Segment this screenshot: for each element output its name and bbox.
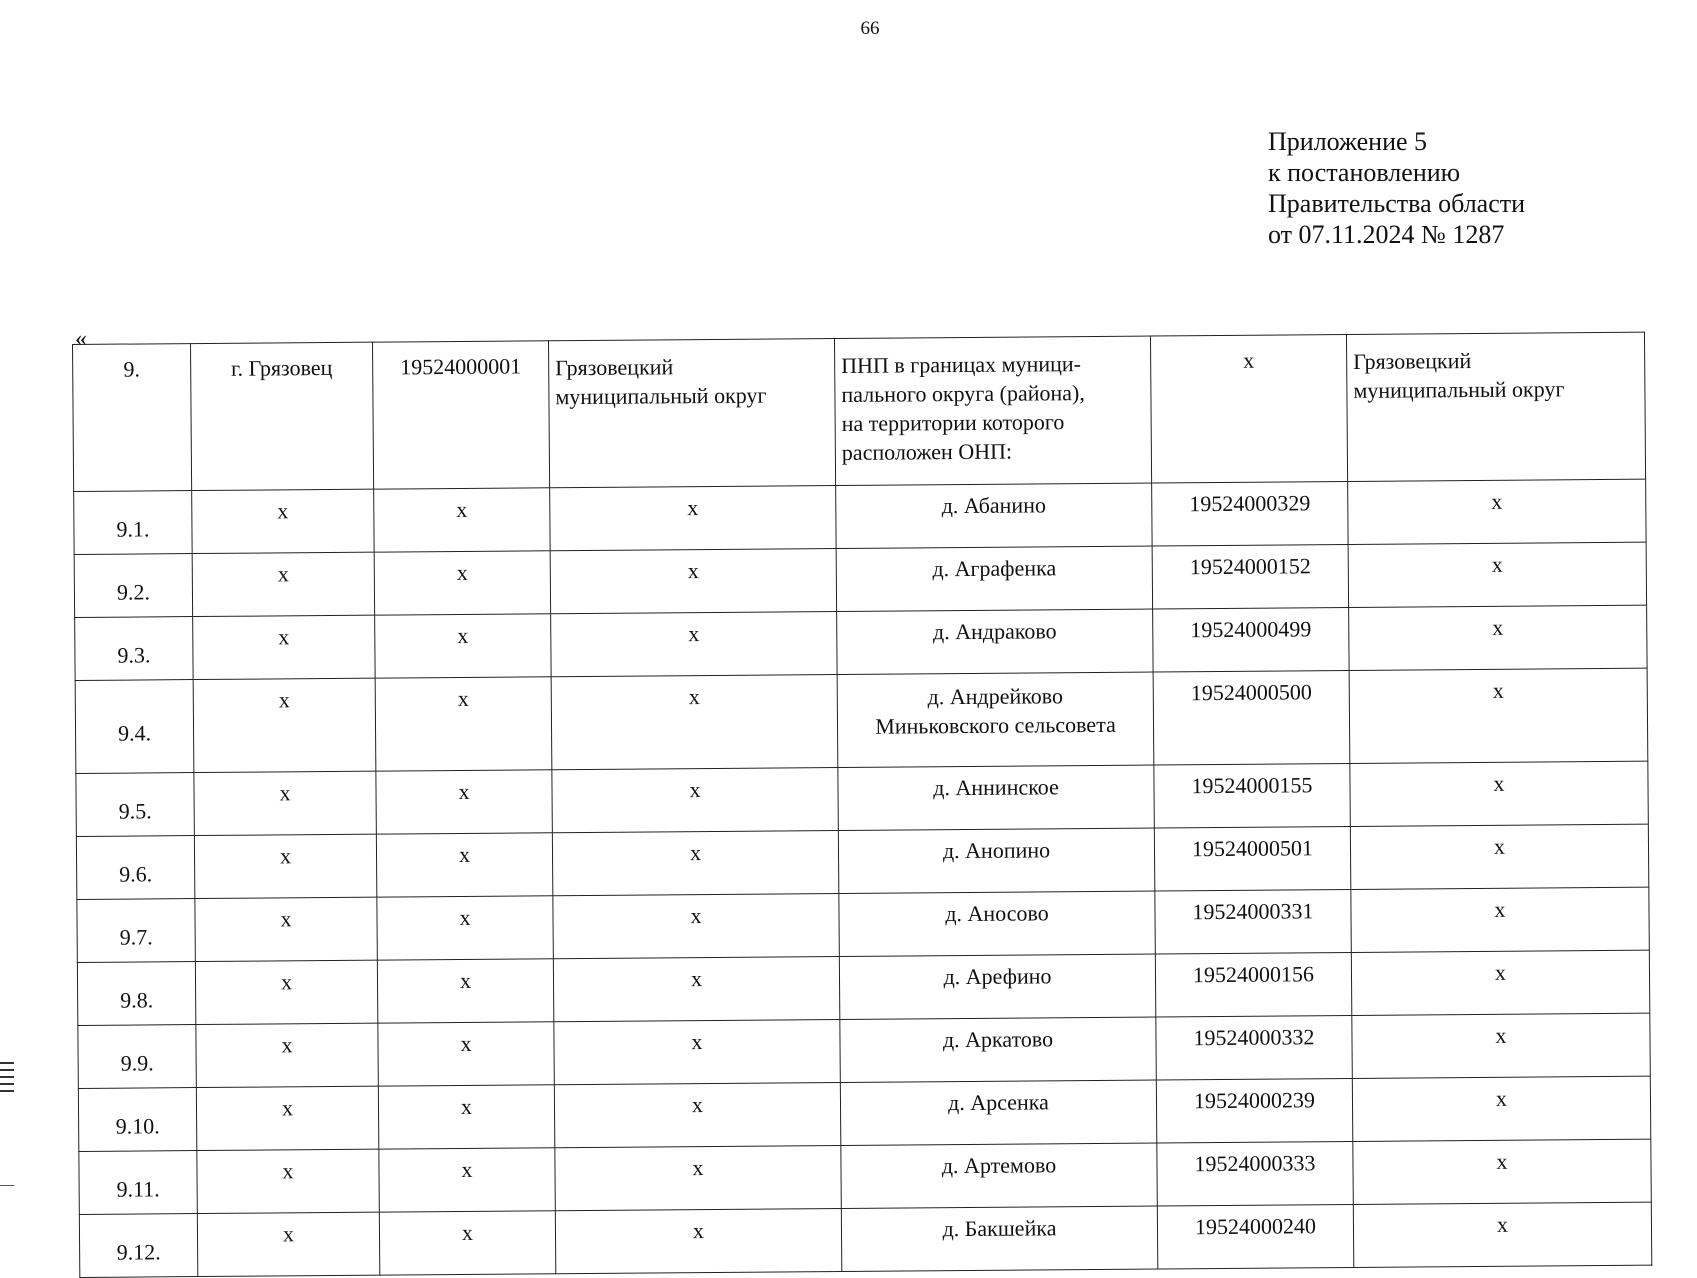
row-settlement-name: д. Аннинское — [838, 765, 1154, 830]
header-description-line-4: расположен ОНП: — [841, 438, 1013, 465]
row-code: 19524000156 — [1155, 952, 1351, 1017]
row-col-4: x — [550, 486, 836, 551]
row-col-3: x — [376, 833, 552, 897]
row-col-4: x — [554, 1019, 840, 1084]
row-col-2: x — [197, 1149, 379, 1213]
row-col-4: x — [551, 675, 838, 770]
row-settlement-name — [837, 672, 1154, 767]
row-col-3: x — [375, 614, 551, 678]
row-col-2: x — [196, 1023, 378, 1087]
row-col-3: x — [376, 770, 552, 834]
scan-mark — [0, 1076, 14, 1078]
appendix-line-1: Приложение 5 — [1268, 127, 1428, 156]
row-col-7: x — [1353, 1139, 1651, 1204]
row-code: 19524000332 — [1156, 1015, 1352, 1080]
row-settlement-name: д. Аграфенка — [836, 546, 1152, 611]
row-col-4: x — [553, 893, 839, 958]
row-code: 19524000239 — [1156, 1078, 1352, 1143]
header-district-line-1: Грязовецкий — [555, 354, 674, 381]
row-num: 9.8. — [77, 962, 195, 1026]
row-col-2: x — [197, 1212, 379, 1276]
row-num: 9.3. — [75, 617, 193, 681]
row-col-2: x — [193, 678, 376, 772]
row-settlement-name-line-1: д. Андрейково — [927, 683, 1064, 710]
header-settlement: г. Грязовец — [191, 342, 374, 490]
header-code: 19524000001 — [372, 341, 549, 489]
row-col-3: x — [377, 959, 553, 1023]
row-col-7: x — [1349, 668, 1648, 763]
header-district-2 — [1346, 332, 1645, 481]
row-col-7: x — [1351, 887, 1649, 952]
row-col-3: x — [378, 1022, 554, 1086]
header-district-2-line-2: муниципальный округ — [1353, 376, 1565, 403]
row-col-3: x — [379, 1148, 555, 1212]
row-col-4: x — [555, 1208, 841, 1273]
row-col-2: x — [194, 771, 376, 835]
row-col-2: x — [195, 897, 377, 961]
page-number: 66 — [860, 18, 880, 39]
table-row — [75, 668, 1648, 773]
row-col-4: x — [555, 1145, 841, 1210]
row-col-2: x — [196, 1086, 378, 1150]
header-description-line-3: на территории которого — [841, 409, 1065, 436]
row-num: 9.12. — [79, 1214, 197, 1278]
row-code: 19524000500 — [1153, 670, 1350, 765]
header-num: 9. — [73, 344, 192, 492]
scan-mark — [0, 1062, 14, 1064]
row-settlement-name: д. Анопино — [838, 828, 1154, 893]
scan-mark — [0, 1083, 14, 1085]
row-num: 9.2. — [74, 554, 192, 618]
row-col-2: x — [192, 552, 374, 616]
row-col-7: x — [1352, 1076, 1650, 1141]
row-col-3: x — [377, 896, 553, 960]
row-col-4: x — [552, 767, 838, 832]
header-x: x — [1150, 334, 1347, 483]
row-settlement-name-line-2: Миньковского сельсовета — [875, 711, 1116, 739]
row-num: 9.4. — [75, 680, 194, 774]
row-col-7: x — [1348, 479, 1646, 544]
settlements-table — [72, 332, 1652, 1278]
appendix-line-4: от 07.11.2024 № 1287 — [1268, 220, 1505, 249]
row-settlement-name: д. Абанино — [836, 483, 1152, 548]
scan-edge-line — [0, 1185, 14, 1186]
header-description-line-2: пального округа (района), — [841, 380, 1085, 407]
scan-mark — [0, 1069, 14, 1071]
row-num: 9.7. — [77, 899, 195, 963]
row-col-2: x — [195, 960, 377, 1024]
row-settlement-name: д. Андраково — [837, 609, 1153, 674]
row-col-4: x — [550, 549, 836, 614]
scan-edge-marks — [0, 1062, 14, 1097]
row-code: 19524000501 — [1154, 826, 1350, 891]
row-col-2: x — [194, 834, 376, 898]
table-row — [79, 1202, 1651, 1277]
row-col-2: x — [192, 489, 374, 553]
row-num: 9.10. — [78, 1088, 196, 1152]
row-code: 19524000329 — [1152, 481, 1348, 546]
header-district — [548, 339, 835, 488]
row-num: 9.9. — [78, 1025, 196, 1089]
row-settlement-name: д. Арсенка — [840, 1080, 1156, 1145]
row-num: 9.11. — [79, 1151, 197, 1215]
row-col-4: x — [551, 612, 837, 677]
row-col-7: x — [1352, 1013, 1650, 1078]
row-col-7: x — [1349, 605, 1647, 670]
row-col-3: x — [374, 551, 550, 615]
header-district-2-line-1: Грязовецкий — [1353, 348, 1472, 374]
row-col-7: x — [1348, 542, 1646, 607]
row-code: 19524000152 — [1152, 544, 1348, 609]
row-settlement-name: д. Аркатово — [840, 1017, 1156, 1082]
header-description-line-1: ПНП в границах муници- — [841, 351, 1082, 378]
row-col-4: x — [553, 956, 839, 1021]
row-col-4: x — [554, 1082, 840, 1147]
row-settlement-name: д. Бакшейка — [841, 1206, 1157, 1271]
header-description — [834, 336, 1151, 485]
row-code: 19524000333 — [1157, 1141, 1353, 1206]
row-col-7: x — [1350, 824, 1648, 889]
row-code: 19524000240 — [1157, 1204, 1353, 1269]
row-col-4: x — [552, 830, 838, 895]
row-settlement-name: д. Аносово — [839, 891, 1155, 956]
row-settlement-name: д. Артемово — [841, 1143, 1157, 1208]
row-num: 9.5. — [76, 773, 194, 837]
row-col-2: x — [193, 615, 375, 679]
row-settlement-name: д. Арефино — [839, 954, 1155, 1019]
appendix-block — [1268, 126, 1525, 250]
opening-quote: « — [75, 326, 87, 352]
row-code: 19524000155 — [1154, 763, 1350, 828]
row-num: 9.6. — [76, 836, 194, 900]
row-col-3: x — [374, 488, 550, 552]
row-col-3: x — [378, 1085, 554, 1149]
row-col-3: x — [379, 1211, 555, 1275]
row-col-7: x — [1350, 761, 1648, 826]
row-code: 19524000331 — [1155, 889, 1351, 954]
table-header-row — [73, 332, 1646, 491]
appendix-line-2: к постановлению — [1268, 158, 1461, 187]
header-district-line-2: муниципальный округ — [555, 382, 767, 410]
row-col-7: x — [1351, 950, 1649, 1015]
row-num: 9.1. — [74, 491, 192, 555]
row-col-3: x — [375, 677, 552, 771]
appendix-line-3: Правительства области — [1268, 189, 1526, 218]
row-col-7: x — [1353, 1202, 1651, 1267]
scan-mark — [0, 1090, 14, 1092]
row-code: 19524000499 — [1153, 607, 1349, 672]
